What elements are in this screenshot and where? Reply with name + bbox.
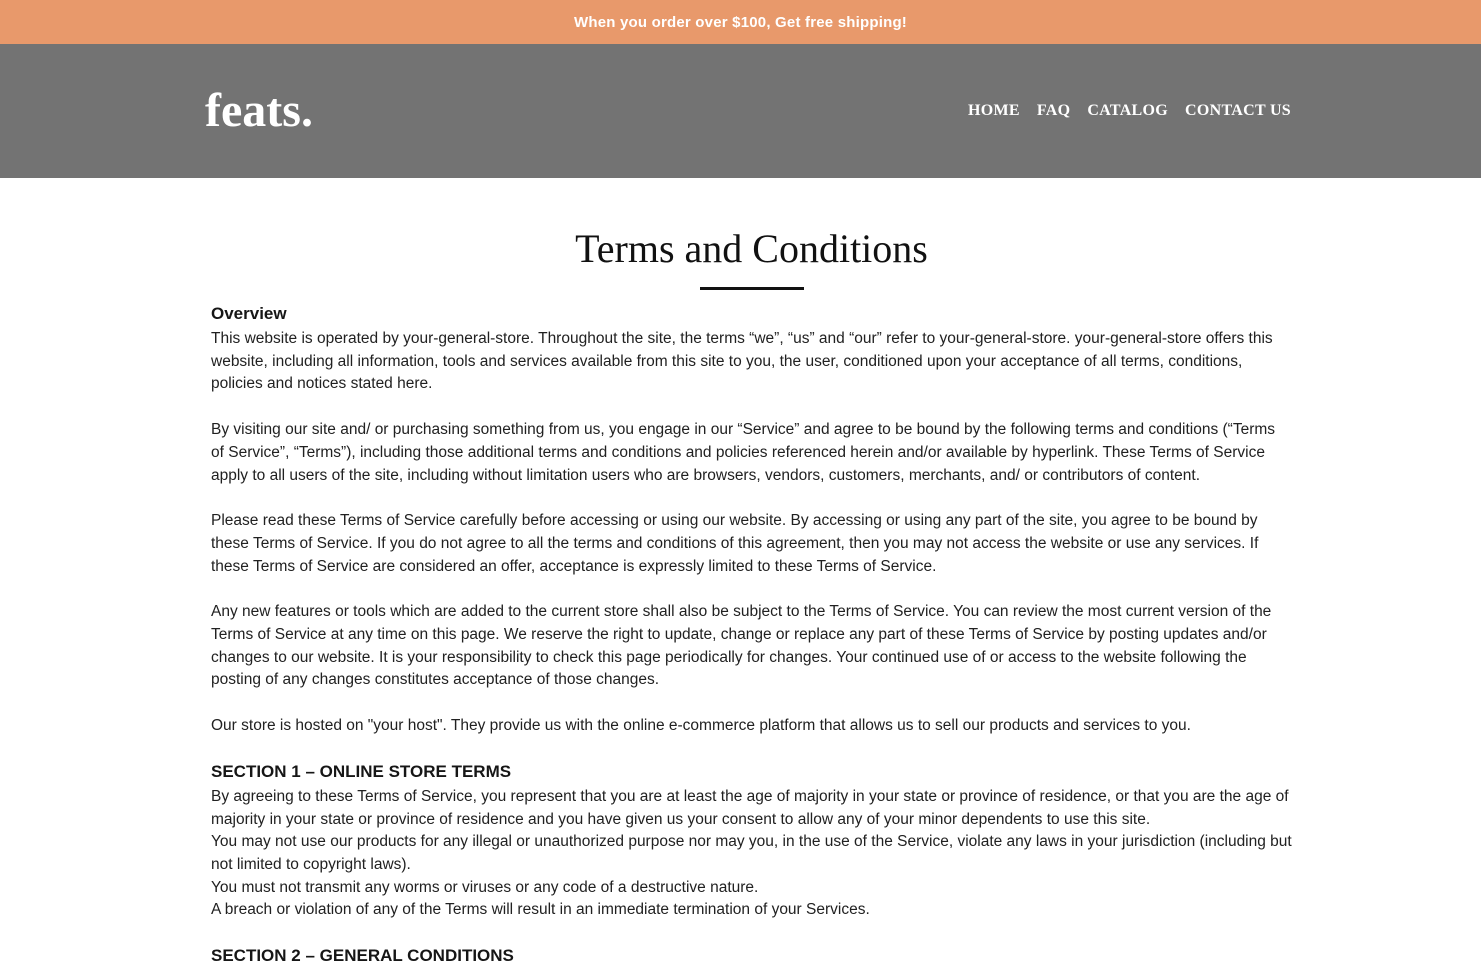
nav-link-home[interactable]: HOME [968, 102, 1020, 119]
section2-heading: SECTION 2 – GENERAL CONDITIONS [211, 946, 514, 966]
paragraph-overview-5: Our store is hosted on "your host". They provide us with the online e-commerce platform that allows us to sell our products and services to you. [211, 717, 1191, 735]
site-header [0, 44, 1481, 178]
main-nav [968, 102, 1291, 120]
nav-link-contact-us[interactable]: CONTACT US [1185, 102, 1291, 119]
terms-content [211, 227, 1292, 967]
section1-heading: SECTION 1 – ONLINE STORE TERMS [211, 761, 512, 781]
overview-heading: Overview [211, 304, 287, 323]
page-title: Terms and Conditions [575, 226, 928, 271]
nav-link-faq[interactable]: FAQ [1036, 102, 1071, 119]
paragraph-overview-3: Please read these Terms of Service carefully before accessing or using our website. By accessing or using any part of the site, you agree to be bound by these Terms of Service. If you do not agree to all the terms and conditions of this agreement, then you may not access the website or use any services. If these Terms of Service are considered an offer, acceptance is expressly limited to these Terms of Service. [211, 512, 1259, 575]
announcement-bar [0, 0, 1481, 44]
logo[interactable]: feats. [205, 84, 313, 137]
paragraph-section1 [211, 786, 1292, 922]
announcement-text: When you order over $100, Get free shipping! [573, 13, 908, 31]
paragraph-overview-1: This website is operated by your-general-store. Throughout the site, the terms “we”, “us” and “our” refer to your-general-store. your-general-store offers this website, including all information, tools and services available from this site to you, the user, conditioned upon your acceptance of all terms, conditions, policies and notices stated here. [211, 330, 1273, 393]
title-divider [700, 287, 804, 290]
nav-link-catalog[interactable]: CATALOG [1087, 102, 1169, 119]
paragraph-overview-2: By visiting our site and/ or purchasing something from us, you engage in our “Service” and agree to be bound by the following terms and conditions (“Terms of Service”, “Terms”), including those additional terms and conditions and policies referenced herein and/or available by hyperlink. These Terms of Service apply to all users of the site, including without limitation users who are browsers, vendors, customers, merchants, and/ or contributors of content. [211, 421, 1276, 484]
section1-line-3: You must not transmit any worms or viruses or any code of a destructive nature. [211, 878, 759, 896]
section1-line-1: By agreeing to these Terms of Service, you represent that you are at least the age of majority in your state or province of residence, or that you are the age of majority in your state or province of residence and you have given us your consent to allow any of your minor dependents to use this site. [211, 787, 1289, 828]
header-inner [205, 84, 1291, 137]
paragraph-overview-4: Any new features or tools which are added to the current store shall also be subject to the Terms of Service. You can review the most current version of the Terms of Service at any time on this page. We reserve the right to update, change or replace any part of these Terms of Service by posting updates and/or changes to our website. It is your responsibility to check this page periodically for changes. Your continued use of or access to the website following the posting of any changes constitutes acceptance of those changes. [211, 603, 1272, 689]
section1-line-2: You may not use our products for any illegal or unauthorized purpose nor may you, in the use of the Service, violate any laws in your jurisdiction (including but not limited to copyright laws). [211, 833, 1292, 873]
section1-line-4: A breach or violation of any of the Terms will result in an immediate termination of your Services. [211, 901, 870, 919]
